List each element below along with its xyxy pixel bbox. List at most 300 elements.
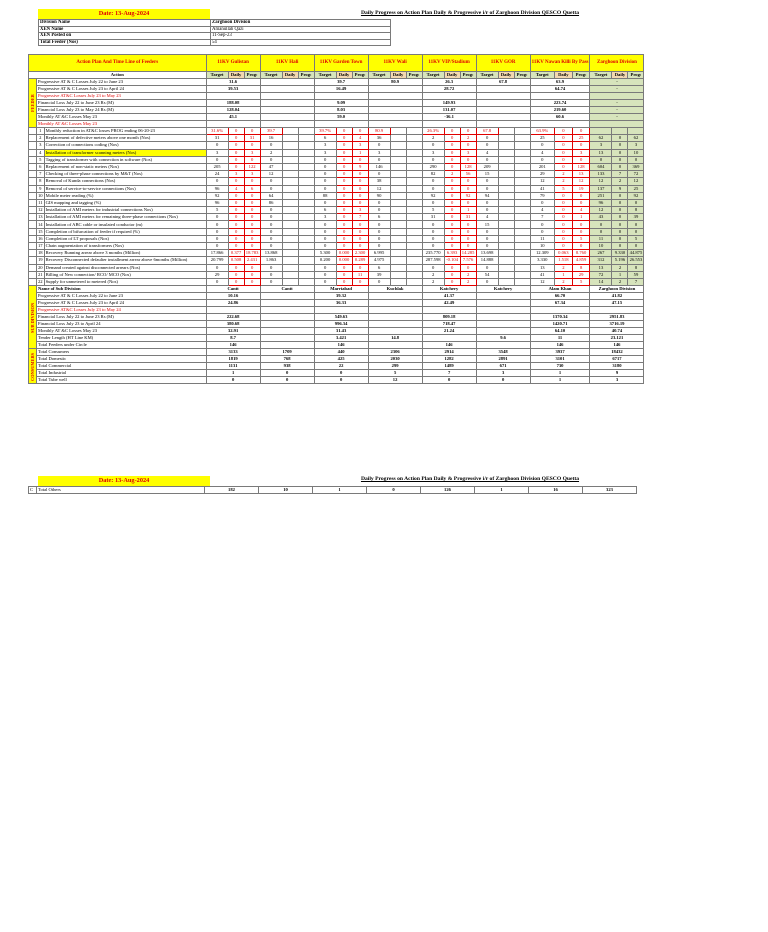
sub-header: Target [206, 72, 228, 79]
consumer-value: 440 [314, 349, 368, 356]
action-cell [514, 228, 530, 235]
action-cell: 2 [554, 278, 572, 285]
summary-value [260, 100, 314, 107]
subdivision-value: 1420.71 [530, 321, 590, 328]
action-cell [498, 228, 514, 235]
action-cell: 54 [476, 271, 498, 278]
action-cell: 1 [572, 214, 590, 221]
action-cell [406, 163, 422, 170]
subdivision-value: 8.7 [206, 335, 260, 342]
row-number: 16 [38, 235, 43, 241]
subdivision-label: Progressive AT & C Losses July 23 to April 24 [37, 300, 207, 307]
action-label: Billing of New connection/ RCO/ MCO (Nos) [44, 271, 206, 278]
action-cell: 0 [228, 214, 244, 221]
action-cell: 0 [314, 178, 336, 185]
consumer-value: 1 [530, 377, 590, 384]
subdivision-label: Monthly AT &C Losses May 23 [37, 328, 207, 335]
sub-header: Daily [228, 72, 244, 79]
action-cell [514, 264, 530, 271]
action-cell: 133 [590, 171, 612, 178]
row-number: 12 [38, 207, 43, 213]
action-cell: 4 [228, 185, 244, 192]
action-cell: 0 [244, 228, 260, 235]
action-cell: 0.200 [314, 257, 336, 264]
subdivision-value [260, 335, 314, 342]
subdivision-value [476, 293, 530, 300]
action-cell [282, 271, 298, 278]
action-cell [514, 135, 530, 142]
action-cell: 31 [422, 214, 444, 221]
action-cell [514, 199, 530, 206]
action-cell: 10 [590, 243, 612, 250]
action-label: Completion of LT proposals (Nos) [44, 235, 206, 242]
action-cell: 369 [628, 163, 644, 170]
action-cell: 0 [244, 243, 260, 250]
consumer-value: 6717 [590, 356, 644, 363]
action-cell: 0 [572, 192, 590, 199]
subdivision-value: 42.49 [422, 300, 476, 307]
action-cell [498, 192, 514, 199]
action-label: Recovery Disconnected defaulter installment arrear above 6months (Million) [44, 257, 206, 264]
action-row [29, 163, 644, 170]
action-cell: 92 [422, 192, 444, 199]
action-cell: 11 [590, 235, 612, 242]
action-cell: 6 [244, 185, 260, 192]
action-cell [390, 264, 406, 271]
action-cell: 1 [554, 271, 572, 278]
action-cell: 0 [422, 228, 444, 235]
consumer-value: 2306 [368, 349, 422, 356]
action-cell [282, 135, 298, 142]
action-cell: 31 [206, 135, 228, 142]
action-cell: 2 [460, 135, 476, 142]
action-cell: 44.875 [629, 250, 643, 256]
consumer-value: 0 [260, 377, 314, 384]
action-label: Action [29, 72, 207, 79]
consumer-value: 5 [368, 370, 422, 377]
action-cell: 0 [228, 207, 244, 214]
action-cell: 0 [444, 185, 460, 192]
action-cell [498, 250, 514, 257]
subdivision-row [29, 342, 644, 349]
consumer-value: 3 [590, 377, 644, 384]
feeder-name: Zarghoon Division [590, 55, 644, 72]
consumer-value: 2914 [422, 349, 476, 356]
subdivision-value [260, 300, 314, 307]
action-cell: 0 [206, 264, 228, 271]
action-cell: 0 [206, 221, 228, 228]
action-cell: 0 [460, 128, 476, 135]
action-cell: 0 [460, 178, 476, 185]
action-cell [298, 235, 314, 242]
action-cell: 18.783 [245, 250, 259, 256]
summary-value [260, 114, 314, 121]
subdivision-value [476, 321, 530, 328]
action-cell: 12 [260, 171, 282, 178]
action-cell [498, 214, 514, 221]
action-cell: 0 [444, 163, 460, 170]
action-cell: 62 [590, 135, 612, 142]
subdivision-value: 10.16 [206, 293, 260, 300]
row-spacer [29, 185, 37, 192]
action-cell: 0 [612, 156, 628, 163]
consumer-value: 3133 [206, 349, 260, 356]
action-cell: 0 [336, 228, 352, 235]
action-cell [514, 221, 530, 228]
action-cell: 2 [260, 149, 282, 156]
action-cell: 0 [572, 221, 590, 228]
summary-value: 8.03 [314, 107, 368, 114]
subdivision-label: Total Feeders under Circle [37, 342, 207, 349]
action-cell: 0 [314, 185, 336, 192]
action-cell [406, 199, 422, 206]
action-cell: 0 [228, 142, 244, 149]
action-cell: 0 [260, 185, 282, 192]
action-label: Installation of transformer scanning meters (Nos) [44, 149, 206, 156]
action-label: Installation of AMI meters for industrial connections Nos) [44, 207, 206, 214]
action-cell: 8 [572, 264, 590, 271]
action-cell: 0 [554, 199, 572, 206]
subdivision-label: Financial Loss July 22 to June 23 Rs (M) [37, 314, 207, 321]
action-label: Correction of connections coding (Nos) [44, 142, 206, 149]
action-cell: 0 [260, 271, 282, 278]
subdivision-value: 146 [206, 342, 260, 349]
action-cell: 8 [628, 207, 644, 214]
subdivision-value [476, 328, 530, 335]
action-cell: 3 [422, 149, 444, 156]
sub-header: Prog: [244, 72, 260, 79]
subdivision-value [368, 342, 422, 349]
action-cell: 2 [554, 171, 572, 178]
action-plan-header: Action Plan And Time Line of Feeders [29, 55, 207, 72]
summary-value: 63.9 [530, 79, 590, 86]
action-cell: 0 [444, 228, 460, 235]
summary-label: Progressive AT & C Losses July 22 to June 23 [37, 79, 207, 86]
subdivision-value: 2951.83 [590, 314, 644, 321]
action-cell: 0 [336, 278, 352, 285]
action-cell [406, 243, 422, 250]
action-label: Tagging of transformer with connection in software (Nos) [44, 156, 206, 163]
action-cell [390, 192, 406, 199]
action-row [29, 171, 644, 178]
row-number: 22 [38, 279, 43, 285]
action-cell: 0 [476, 156, 498, 163]
action-cell: 5.196 [612, 257, 628, 264]
action-cell [498, 142, 514, 149]
row-spacer [29, 257, 37, 264]
report-date: Date: 13-Aug-2024 [38, 9, 210, 19]
subdivision-value [368, 328, 422, 335]
action-cell [282, 207, 298, 214]
action-cell: 0 [422, 199, 444, 206]
action-cell [298, 243, 314, 250]
action-cell [498, 178, 514, 185]
action-cell: 0 [530, 156, 554, 163]
action-cell: 5 [572, 235, 590, 242]
action-cell: 29 [206, 271, 228, 278]
action-cell [590, 128, 612, 135]
action-cell: 0 [554, 228, 572, 235]
action-cell: 0 [572, 199, 590, 206]
row-number: 21 [38, 271, 43, 277]
summary-value: - [590, 114, 644, 121]
action-cell: 0 [422, 235, 444, 242]
action-cell: 0 [260, 264, 282, 271]
action-cell: 0 [314, 156, 336, 163]
summary-value [206, 121, 260, 128]
action-cell [406, 171, 422, 178]
action-cell [282, 221, 298, 228]
others-value: 126 [421, 487, 475, 494]
action-cell: 0 [460, 156, 476, 163]
action-cell: 2 [612, 264, 628, 271]
subdivision-value [368, 300, 422, 307]
action-cell: 0 [314, 243, 336, 250]
action-cell: 12 [530, 178, 554, 185]
action-cell: 0 [476, 199, 498, 206]
action-cell [282, 156, 298, 163]
others-label: Total Others [37, 487, 205, 494]
row-spacer [29, 178, 37, 185]
sub-header: Prog: [628, 72, 644, 79]
action-row [29, 271, 644, 278]
summary-value: 31.6 [206, 79, 260, 86]
action-cell: 2 [422, 135, 444, 142]
action-cell: 59 [628, 271, 644, 278]
summary-value: -36.1 [422, 114, 476, 121]
action-cell: 0 [314, 171, 336, 178]
summary-label: Progressive AT & C Losses July 23 to April 24 [37, 86, 207, 93]
page-title: Daily Progress on Action Plan Daily & Progressive i/r of Zarghoon Division QESCO Quetta [360, 10, 580, 16]
action-cell: 0 [444, 178, 460, 185]
consumer-value: 0 [314, 370, 368, 377]
action-cell: 0 [368, 278, 390, 285]
action-cell: 90 [368, 192, 390, 199]
action-cell [514, 214, 530, 221]
action-cell: 0 [612, 163, 628, 170]
summary-value [368, 121, 422, 128]
consumer-value: 12 [368, 377, 422, 384]
subdivision-value: 146 [314, 342, 368, 349]
action-cell: 15 [476, 171, 498, 178]
action-cell: 0 [612, 207, 628, 214]
action-cell [390, 271, 406, 278]
action-cell: 0 [352, 171, 368, 178]
action-cell: 3 [352, 207, 368, 214]
action-cell [498, 271, 514, 278]
action-cell: 0 [422, 185, 444, 192]
action-cell: 0 [572, 228, 590, 235]
action-cell [628, 128, 644, 135]
action-cell: 0 [352, 264, 368, 271]
summary-value [476, 107, 530, 114]
action-cell: 4 [476, 214, 498, 221]
subdivision-value: 222.68 [206, 314, 260, 321]
action-cell [406, 214, 422, 221]
action-label: Supply for unmetered to metered (Nos) [44, 278, 206, 285]
row-spacer [29, 149, 37, 156]
action-cell: 13 [590, 264, 612, 271]
action-cell: 0 [444, 221, 460, 228]
feeder-name: 11KV Wali [368, 55, 422, 72]
subdivision-value: 40.74 [590, 328, 644, 335]
row-spacer [29, 235, 37, 242]
feeder-name: 11KV GOR [476, 55, 530, 72]
action-cell: 0 [422, 142, 444, 149]
consumer-label: Total Domestic [37, 356, 207, 363]
sub-header: Target [368, 72, 390, 79]
action-cell: 6 [314, 135, 336, 142]
action-cell: 0 [612, 199, 628, 206]
row-spacer [29, 271, 37, 278]
summary-value [590, 93, 644, 100]
subdivision-value: 14.8 [368, 335, 422, 342]
action-cell: 25 [572, 135, 590, 142]
subdivision-name: Kuchlak [368, 286, 422, 293]
action-cell: 0 [228, 192, 244, 199]
action-row [29, 142, 644, 149]
action-cell: 0 [444, 149, 460, 156]
action-cell: 0 [244, 128, 260, 135]
subdivision-value [260, 328, 314, 335]
subdivision-value: 380.68 [206, 321, 260, 328]
action-cell [298, 278, 314, 285]
action-cell: 4 [530, 207, 554, 214]
feeder-name: 11KV Hali [260, 55, 314, 72]
subdivision-name: Alam Khan [530, 286, 590, 293]
action-cell: 0 [260, 278, 282, 285]
action-cell: 0 [336, 221, 352, 228]
action-cell: 0 [554, 214, 572, 221]
action-cell: 0 [572, 128, 590, 135]
sub-header: Daily [612, 72, 628, 79]
action-cell [298, 264, 314, 271]
action-cell: 0 [368, 156, 390, 163]
report-date-2: Date: 13-Aug-2024 [38, 476, 210, 486]
row-spacer [29, 171, 37, 178]
sub-header: Daily [336, 72, 352, 79]
subdivision-value [368, 321, 422, 328]
summary-value [260, 121, 314, 128]
action-cell: 0.063 [554, 250, 572, 257]
sub-header: Prog: [460, 72, 476, 79]
action-cell: 12 [368, 185, 390, 192]
action-cell: 128 [572, 163, 590, 170]
action-cell: 0 [206, 235, 228, 242]
action-cell [390, 207, 406, 214]
action-cell [498, 235, 514, 242]
action-row [29, 221, 644, 228]
action-cell [390, 228, 406, 235]
summary-value: - [590, 107, 644, 114]
feeder-header-row [29, 55, 644, 72]
action-cell [390, 128, 406, 135]
action-cell: 0 [368, 221, 390, 228]
action-cell: 1 [460, 207, 476, 214]
consumer-value: 0 [206, 377, 260, 384]
row-number: 6 [37, 163, 45, 170]
summary-value [368, 107, 422, 114]
action-label: Completion of bifurcation of feeder if required (%) [44, 228, 206, 235]
summary-value: 219.60 [530, 107, 590, 114]
consumer-value: 0 [422, 377, 476, 384]
action-cell: 122 [244, 163, 260, 170]
consumer-value: 18432 [590, 349, 644, 356]
action-cell: 0 [228, 271, 244, 278]
others-row [29, 487, 637, 494]
action-cell: 0 [422, 156, 444, 163]
subdivision-header-label: Name of Sub Division [37, 286, 207, 293]
subdivision-value [260, 321, 314, 328]
action-cell: 17.866 [206, 250, 228, 257]
consumer-row [29, 356, 644, 363]
summary-value [368, 100, 422, 107]
consumer-value: 671 [476, 363, 530, 370]
action-cell: 0 [612, 214, 628, 221]
action-cell: 0 [368, 235, 390, 242]
info-value: Amanullah Qazi [211, 26, 391, 33]
action-cell [406, 192, 422, 199]
action-cell: 94 [476, 192, 498, 199]
action-cell [282, 243, 298, 250]
action-cell [406, 278, 422, 285]
action-cell: 0 [314, 228, 336, 235]
action-cell: 0 [206, 142, 228, 149]
summary-label: Financial Loss July 23 to May 24 Rs (M) [37, 107, 207, 114]
summary-value [476, 114, 530, 121]
action-cell: 0 [260, 228, 282, 235]
action-cell: 96 [590, 199, 612, 206]
row-spacer [29, 135, 37, 142]
action-cell [514, 185, 530, 192]
feeder-summary-row [29, 86, 644, 93]
action-cell: 5 [206, 207, 228, 214]
action-cell [298, 257, 314, 264]
summary-value [260, 79, 314, 86]
consumer-row [29, 363, 644, 370]
action-cell: 0 [206, 278, 228, 285]
action-cell [298, 178, 314, 185]
action-cell: 0 [368, 199, 390, 206]
action-cell: 0 [476, 142, 498, 149]
consumer-value: 299 [368, 363, 422, 370]
action-plan-table [28, 54, 644, 384]
consumer-value: 1131 [206, 363, 260, 370]
subdivision-value: 24.86 [206, 300, 260, 307]
row-number: 5 [37, 156, 45, 163]
action-row [29, 228, 644, 235]
summary-value: 223.74 [530, 100, 590, 107]
action-cell: 12 [590, 207, 612, 214]
action-label: Installation of ABC cable or insulated conductor (m) [44, 221, 206, 228]
action-cell: 3 [352, 142, 368, 149]
feeder-summary-row [29, 93, 644, 100]
subdivision-name: Marriabad [314, 286, 368, 293]
action-cell: 0 [476, 135, 498, 142]
action-cell: 0 [476, 278, 498, 285]
action-cell: 0 [352, 199, 368, 206]
consumer-value: 1709 [260, 349, 314, 356]
action-cell: 7 [628, 278, 644, 285]
info-label: Total Feeder (Nos) [39, 39, 211, 46]
action-cell: 11 [530, 235, 554, 242]
action-cell: 2 [460, 271, 476, 278]
action-cell [498, 243, 514, 250]
action-cell [498, 199, 514, 206]
consumer-label: Total Industrial [37, 370, 207, 377]
action-cell [406, 135, 422, 142]
summary-value [260, 93, 314, 100]
